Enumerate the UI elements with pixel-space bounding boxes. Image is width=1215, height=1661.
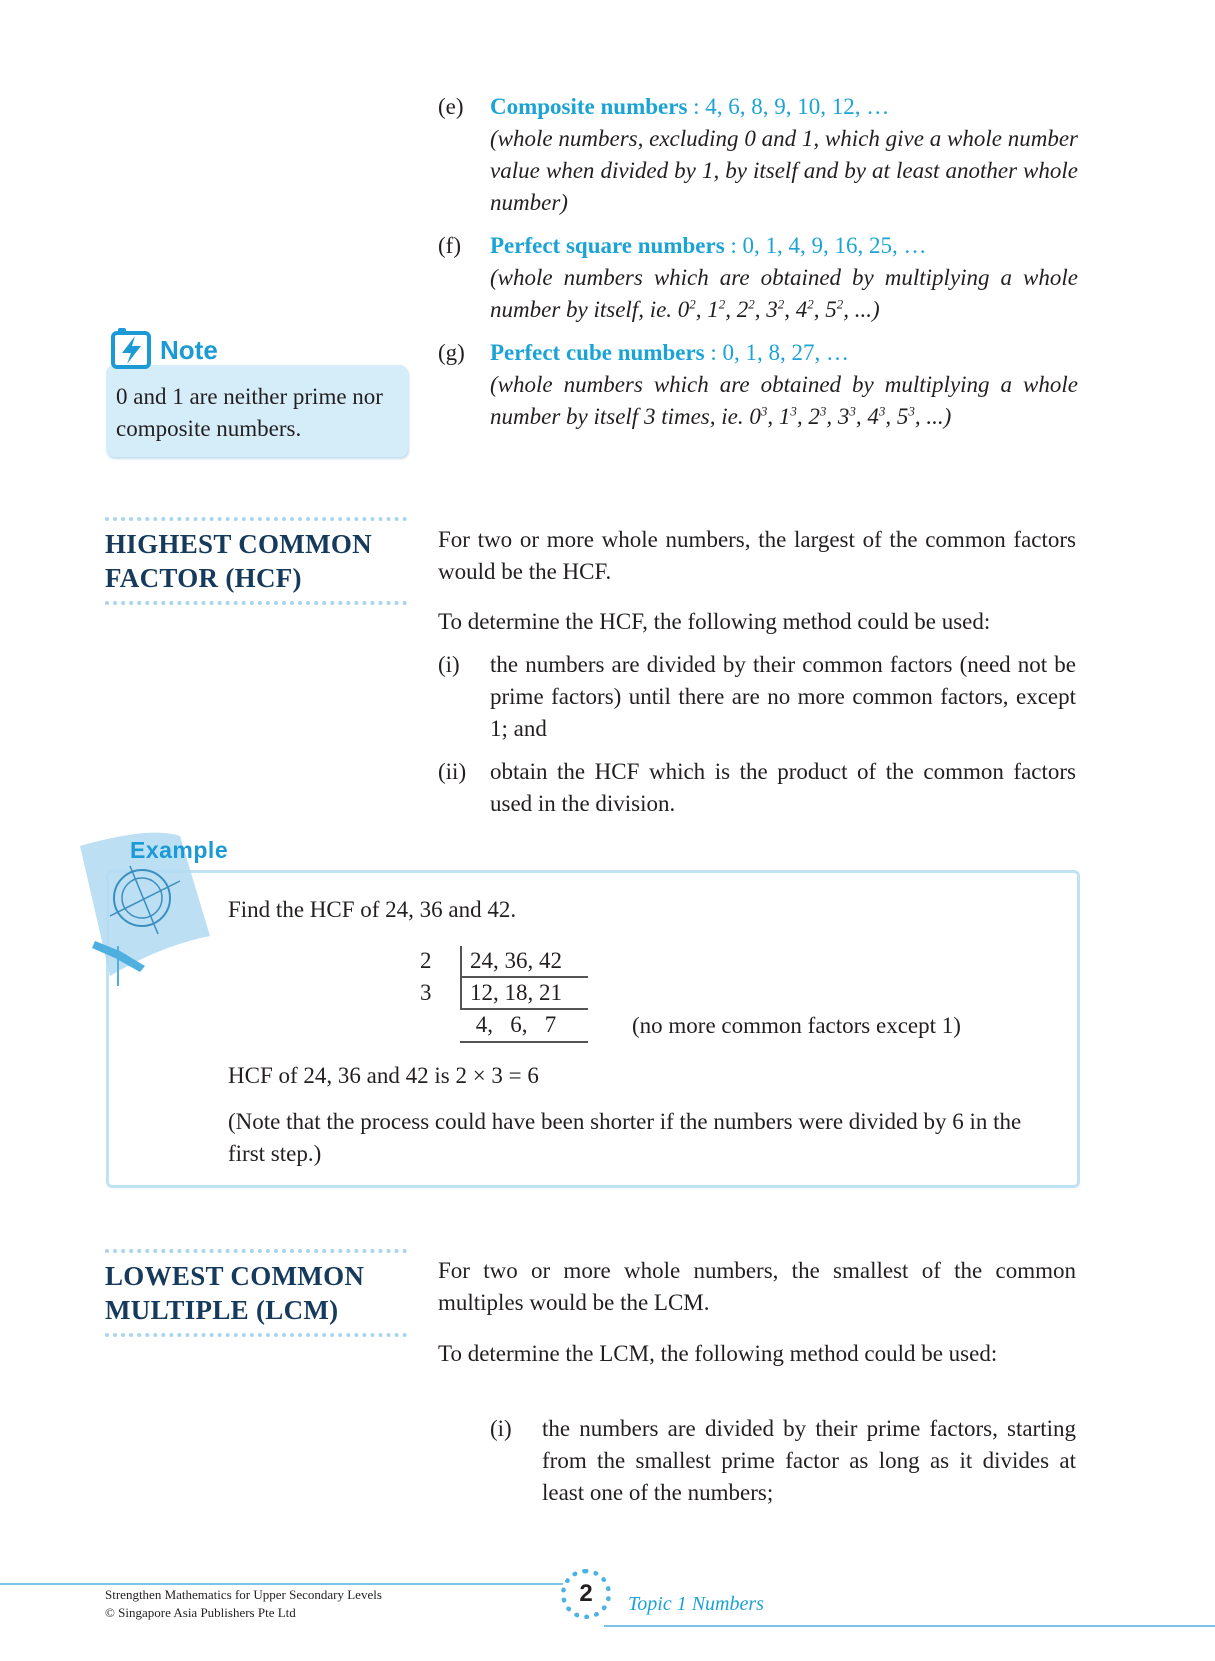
footer-topic: Topic 1 Numbers	[628, 1593, 764, 1615]
hcf-method-intro: To determine the HCF, the following method could be used:	[438, 609, 991, 634]
item-title: Perfect cube numbers	[490, 340, 705, 365]
section-heading-lcm: LOWEST COMMON MULTIPLE (LCM)	[105, 1261, 365, 1325]
lightning-icon	[110, 327, 154, 371]
book-title: Strengthen Mathematics for Upper Secondary Levels	[105, 1587, 382, 1602]
hcf-heading-block	[105, 517, 407, 605]
note-title: Note	[160, 335, 218, 365]
page-number: 2	[561, 1569, 611, 1619]
division-table	[418, 942, 588, 1042]
divider	[105, 1333, 407, 1337]
note-text: 0 and 1 are neither prime nor composite numbers.	[116, 384, 383, 441]
item-description: (whole numbers, excluding 0 and 1, which give a whole number value when divided by 1, by itself and by at least another whole number)	[490, 126, 1078, 215]
item-values: : 0, 1, 4, 9, 16, 25, …	[724, 233, 927, 258]
lcm-method-intro: To determine the LCM, the following method could be used:	[438, 1341, 998, 1366]
divisor: 2	[420, 948, 432, 973]
item-title: Composite numbers	[490, 94, 688, 119]
item-label: (e)	[438, 94, 464, 119]
divider	[105, 517, 407, 521]
divider	[105, 1249, 407, 1253]
example-title: Example	[130, 837, 229, 863]
section-heading-hcf: HIGHEST COMMON FACTOR (HCF)	[105, 529, 372, 593]
example-question: Find the HCF of 24, 36 and 42.	[228, 897, 517, 922]
division-note: (no more common factors except 1)	[632, 1013, 961, 1038]
quotient-row: 4, 6, 7	[470, 1012, 557, 1037]
dividend-row: 24, 36, 42	[470, 948, 562, 973]
footer-divider	[0, 1583, 568, 1585]
example-result: HCF of 24, 36 and 42 is 2 × 3 = 6	[228, 1063, 539, 1088]
footer-credits	[105, 1586, 382, 1622]
hcf-definition: For two or more whole numbers, the largest of the common factors would be the HCF.	[438, 527, 1076, 584]
item-description: (whole numbers which are obtained by multiplying a whole number by itself, ie. $0^2$, $1^2$, $2^2$, $3^2$, $4^2$, $5^2$, ...)	[490, 265, 1078, 322]
copyright: © Singapore Asia Publishers Pte Ltd	[105, 1605, 296, 1620]
item-title: Perfect square numbers	[490, 233, 725, 258]
example-remark: (Note that the process could have been shorter if the numbers were divided by 6 in the first step.)	[228, 1109, 1022, 1166]
divisor: 3	[420, 980, 432, 1005]
item-label: (g)	[438, 340, 465, 365]
divider	[105, 601, 407, 605]
item-values: : 4, 6, 8, 9, 10, 12, …	[687, 94, 890, 119]
item-description: (whole numbers which are obtained by multiplying a whole number by itself 3 times, ie. $0^3$, $1^3$, $2^3$, $3^3$, $4^3$, $5^3$, ...)	[490, 372, 1078, 429]
item-values: : 0, 1, 8, 27, …	[704, 340, 849, 365]
lcm-definition: For two or more whole numbers, the smallest of the common multiples would be the LCM.	[438, 1258, 1076, 1315]
item-label: (f)	[438, 233, 461, 258]
dividend-row: 12, 18, 21	[470, 980, 562, 1005]
lcm-heading-block	[105, 1249, 407, 1337]
footer-divider	[604, 1625, 1215, 1627]
